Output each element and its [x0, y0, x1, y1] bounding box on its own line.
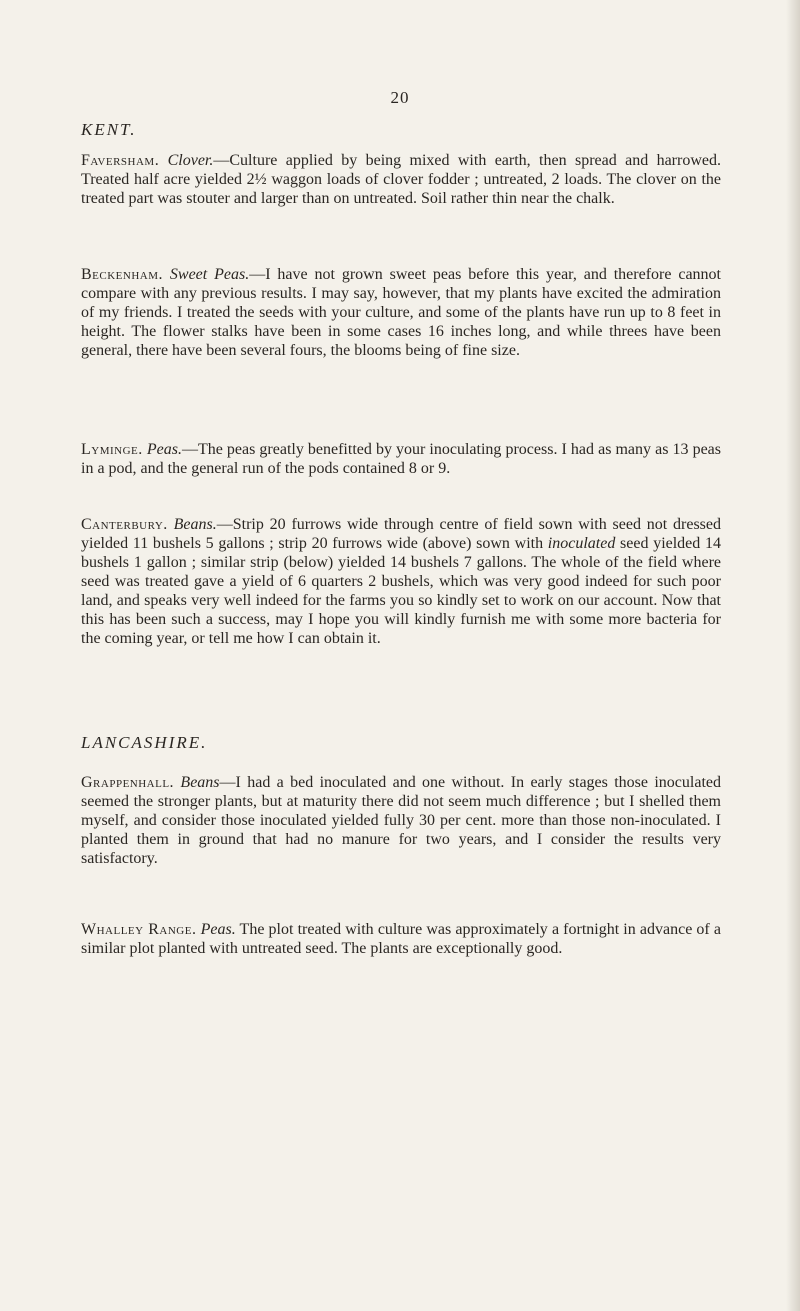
entry-crop: Peas.	[146, 441, 182, 458]
page-edge-shadow	[786, 0, 800, 1311]
entry-canterbury	[81, 515, 721, 648]
page-number: 20	[390, 88, 410, 107]
entry-beckenham	[81, 265, 721, 360]
entry-place: Canterbury.	[81, 516, 168, 533]
entry-text: The plot treated with culture was approximately a fortnight in advance of a similar plot planted with untreated seed. The plants are exceptionally good.	[81, 921, 721, 957]
entry-place: Faversham.	[81, 152, 160, 169]
entry-whalley-range	[81, 920, 721, 958]
entry-text: —Strip 20 furrows wide through centre of field sown with seed not dressed yielded 11 bushels 5 gallons ; strip 20 furrows wide (above) sown with	[81, 516, 721, 552]
section-heading-lancashire: LANCASHIRE.	[81, 733, 208, 752]
entry-grappenhall	[81, 773, 721, 868]
entry-text: —I have not grown sweet peas before this year, and therefore cannot compare with any previous results. I may say, however, that my plants have excited the admiration of my friends. I treated the seeds with your culture, and some of the plants have run up to 8 feet in height. The flower stalks have been in some cases 16 inches long, and while threes have been general, there have been several fours, the blooms being of fine size.	[81, 266, 722, 359]
entry-faversham	[81, 151, 721, 208]
entry-place: Grappenhall.	[81, 774, 175, 791]
entry-crop: Beans.	[173, 516, 217, 533]
entry-crop: Sweet Peas.	[169, 266, 250, 283]
entry-text: —The peas greatly benefitted by your inoculating process. I had as many as 13 peas in a pod, and the general run of the pods contained 8 or 9.	[81, 441, 722, 477]
entry-place: Beckenham.	[81, 266, 164, 283]
entry-place: Lyminge.	[81, 441, 143, 458]
entry-crop: Peas.	[200, 921, 236, 938]
entry-place: Whalley Range.	[81, 921, 197, 938]
section-heading-kent: KENT.	[81, 120, 137, 139]
entry-text: —I had a bed inoculated and one without. In early stages those inoculated seemed the stronger plants, but at maturity there did not seem much difference ; but I shelled them myself, and consider those inoculated yielded fully 30 per cent. more than those non-inoculated. I planted them in ground that had no manure for two years, and I consider the results very satisfactory.	[81, 774, 722, 867]
entry-lyminge	[81, 440, 721, 478]
entry-crop: Clover.	[167, 152, 214, 169]
entry-crop: Beans	[180, 774, 220, 791]
entry-text: —Culture applied by being mixed with earth, then spread and harrowed. Treated half acre yielded 2½ waggon loads of clover fodder ; untreated, 2 loads. The clover on the treated part was stouter and larger than on untreated. Soil rather thin near the chalk.	[81, 152, 721, 207]
entry-text-continued: seed yielded 14 bushels 1 gallon ; similar strip (below) yielded 14 bushels 7 gallons. The whole of the field where seed was treated gave a yield of 6 quarters 2 bushels, which was very good indeed for such poor land, and speaks very well indeed for the farms you so kindly set to work on our account. Now that this has been such a success, may I hope you will kindly furnish me with some more bacteria for the coming year, or tell me how I can obtain it.	[81, 535, 721, 647]
entry-emphasis: inoculated	[547, 535, 616, 552]
